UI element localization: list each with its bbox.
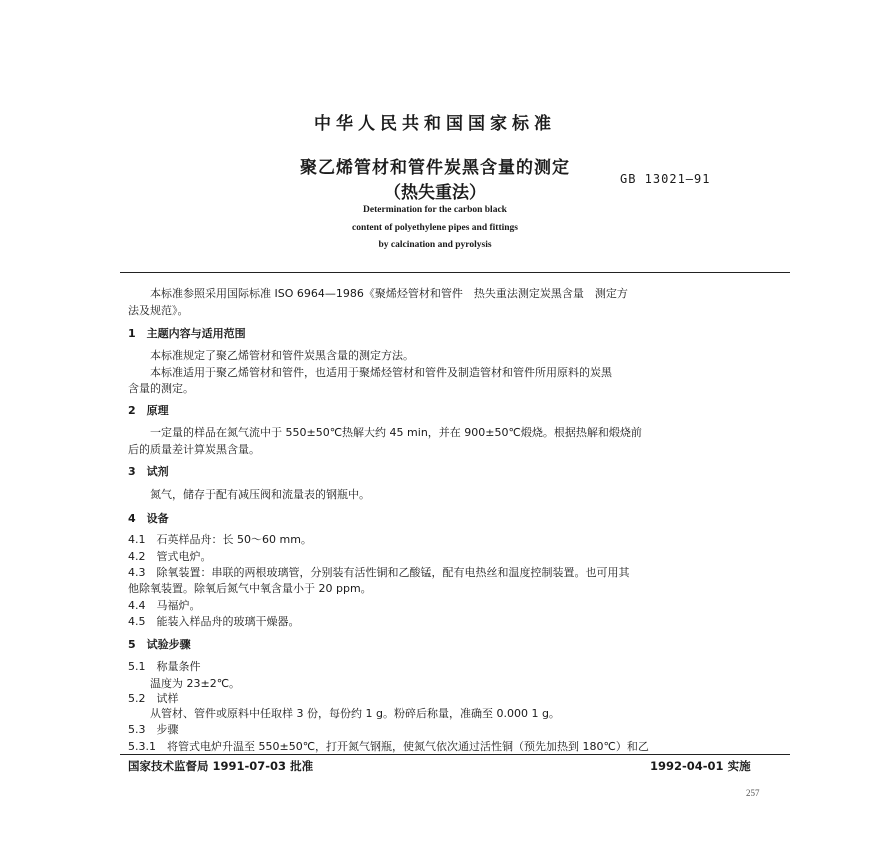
intro-text: 本标准参照采用国际标准 ISO 6964—1986《聚烯烃管材和管件 热失重法测定炭黑含量 测定方 xyxy=(150,287,628,300)
section-heading: 4 设备 xyxy=(128,512,169,525)
footer-rule xyxy=(120,754,790,755)
section-heading: 2 原理 xyxy=(128,404,169,417)
paragraph: 一定量的样品在氮气流中于 550±50℃热解大约 45 min，并在 900±50℃煅烧。根据热解和煅烧前 xyxy=(150,426,642,439)
clause: 4.3 除氧装置：串联的两根玻璃管，分别装有活性铜和乙酸锰，配有电热丝和温度控制装置。也可用其 xyxy=(128,566,630,579)
header-rule xyxy=(120,272,790,273)
paragraph: 后的质量差计算炭黑含量。 xyxy=(128,443,260,456)
clause: 4.1 石英样品舟：长 50～60 mm。 xyxy=(128,533,312,546)
paragraph: 温度为 23±2℃。 xyxy=(150,677,241,690)
implementation-date: 1992-04-01 实施 xyxy=(650,759,751,773)
paragraph: 含量的测定。 xyxy=(128,382,194,395)
clause: 4.4 马福炉。 xyxy=(128,599,201,612)
clause: 5.3 步骤 xyxy=(128,723,179,736)
paragraph: 本标准适用于聚乙烯管材和管件，也适用于聚烯烃管材和管件及制造管材和管件所用原料的炭黑 xyxy=(150,366,612,379)
paragraph: 氮气，储存于配有减压阀和流量表的钢瓶中。 xyxy=(150,488,370,501)
clause: 5.2 试样 xyxy=(128,692,179,705)
clause: 5.1 称量条件 xyxy=(128,660,201,673)
paragraph: 从管材、管件或原料中任取样 3 份，每份约 1 g。粉碎后称量，准确至 0.000 1 g。 xyxy=(150,707,560,720)
document-subtitle: （热失重法） xyxy=(384,183,486,203)
section-heading: 5 试验步骤 xyxy=(128,638,191,651)
issuing-authority: 中华人民共和国国家标准 xyxy=(314,114,556,134)
english-title-line: content of polyethylene pipes and fittings xyxy=(352,223,518,233)
section-heading: 3 试剂 xyxy=(128,465,169,478)
clause: 他除氧装置。除氧后氮气中氧含量小于 20 ppm。 xyxy=(128,582,372,595)
approval-date: 国家技术监督局 1991-07-03 批准 xyxy=(128,759,314,773)
intro-text: 法及规范》。 xyxy=(128,304,189,317)
english-title-line: by calcination and pyrolysis xyxy=(378,240,492,250)
page-number: 257 xyxy=(746,788,760,798)
english-title-line: Determination for the carbon black xyxy=(363,205,507,215)
clause: 4.2 管式电炉。 xyxy=(128,550,212,563)
section-heading: 1 主题内容与适用范围 xyxy=(128,327,246,340)
standard-code: GB 13021—91 xyxy=(620,172,711,186)
document-title: 聚乙烯管材和管件炭黑含量的测定 xyxy=(300,158,570,178)
clause: 4.5 能装入样品舟的玻璃干燥器。 xyxy=(128,615,300,628)
clause: 5.3.1 将管式电炉升温至 550±50℃，打开氮气钢瓶，使氮气依次通过活性铜（预先加热到 180℃）和乙 xyxy=(128,740,649,753)
paragraph: 本标准规定了聚乙烯管材和管件炭黑含量的测定方法。 xyxy=(150,349,414,362)
